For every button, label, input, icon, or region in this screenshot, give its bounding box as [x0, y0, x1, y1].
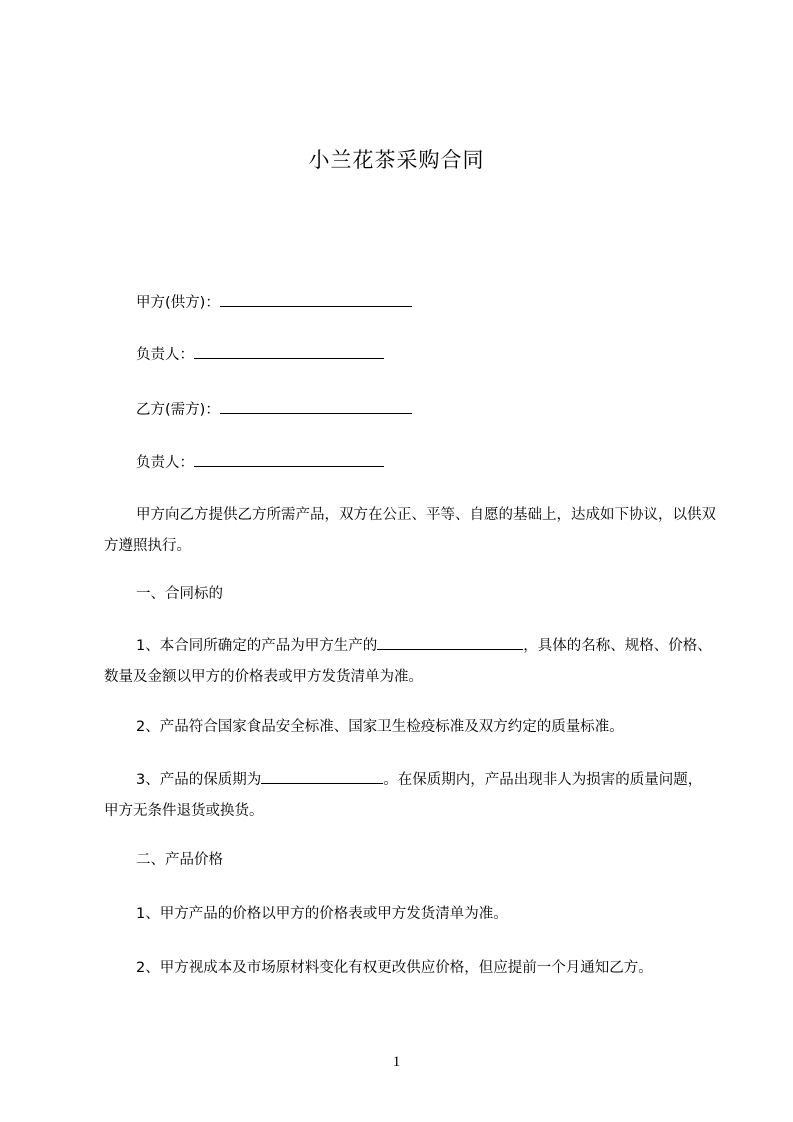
section-1-item-2: 2、产品符合国家食品安全标准、国家卫生检疫标准及双方约定的质量标准。 — [136, 719, 624, 735]
intro-paragraph: 甲方向乙方提供乙方所需产品，双方在公正、平等、自愿的基础上，达成如下协议，以供双方遵照执行。 — [104, 507, 716, 554]
party-a-contact-line — [136, 344, 384, 365]
section-1-title: 一、合同标的 — [136, 586, 223, 602]
party-b-contact-blank[interactable] — [194, 452, 384, 467]
party-a-blank[interactable] — [220, 292, 412, 307]
s1-item1-text-a: 1、本合同所确定的产品为甲方生产的 — [136, 638, 378, 654]
section-2-title: 二、产品价格 — [136, 852, 223, 868]
party-a-contact-label: 负责人： — [136, 347, 194, 363]
shelf-life-blank[interactable] — [261, 769, 383, 784]
party-b-contact-label: 负责人： — [136, 455, 194, 471]
party-b-contact-line — [136, 452, 384, 473]
party-b-label: 乙方(需方)： — [136, 402, 220, 418]
party-a-line — [136, 292, 412, 313]
party-b-blank[interactable] — [220, 399, 412, 414]
section-1-item-1 — [104, 631, 716, 693]
section-2-item-1: 1、甲方产品的价格以甲方的价格表或甲方发货清单为准。 — [136, 906, 508, 922]
s1-item1-text-b: ，具体的名称、规格、价格、数量及金额以甲方的价格表或甲方发货清单为准。 — [104, 638, 712, 685]
section-1-item-3 — [104, 765, 716, 827]
product-name-blank[interactable] — [377, 635, 523, 650]
page-number: 1 — [392, 1054, 401, 1070]
party-b-line — [136, 399, 412, 420]
document-title: 小兰花茶采购合同 — [308, 148, 485, 172]
party-a-contact-blank[interactable] — [194, 344, 384, 359]
s1-item3-text-a: 3、产品的保质期为 — [136, 772, 262, 788]
section-2-item-2: 2、甲方视成本及市场原材料变化有权更改供应价格，但应提前一个月通知乙方。 — [136, 960, 653, 976]
s1-item3-text-b: 。在保质期内，产品出现非人为损害的质量问题，甲方无条件退货或换货。 — [104, 772, 703, 819]
party-a-label: 甲方(供方)： — [136, 295, 220, 311]
